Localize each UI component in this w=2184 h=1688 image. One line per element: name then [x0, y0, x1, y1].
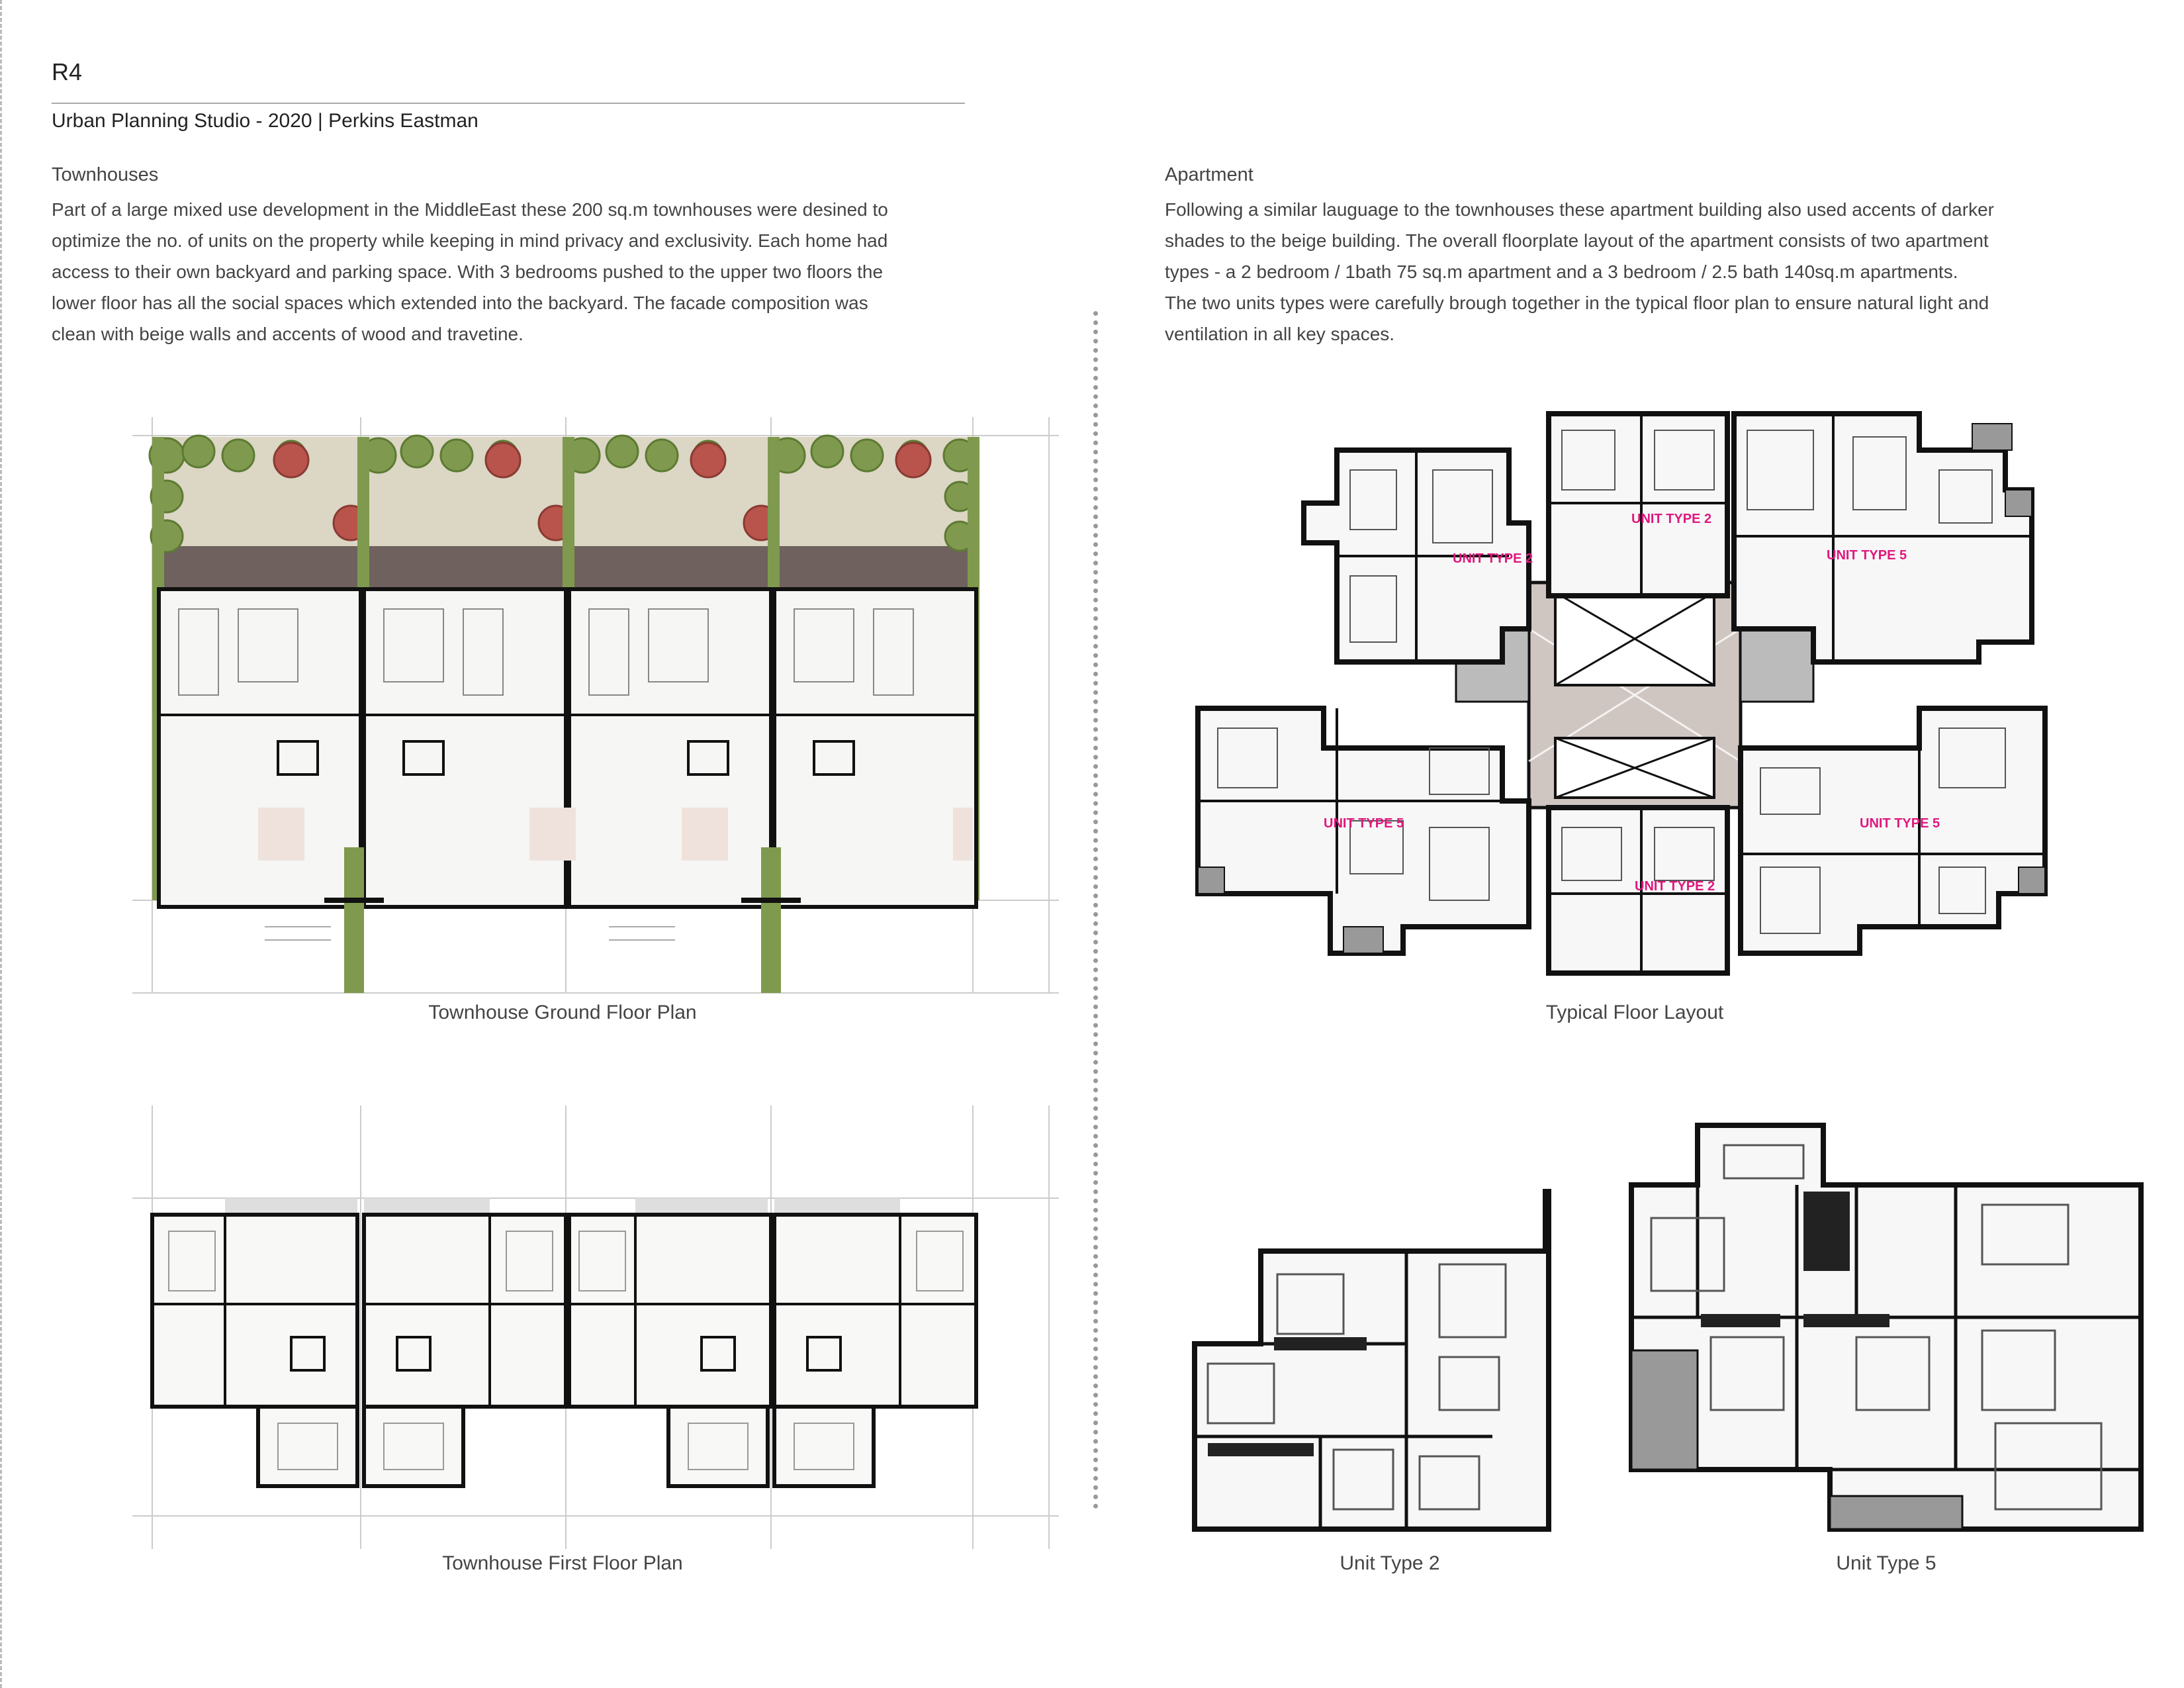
caption-unit-type-5: Unit Type 5: [1836, 1552, 1936, 1574]
apartment-line: ventilation in all key spaces.: [1165, 324, 1395, 344]
townhouses-line: optimize the no. of units on the property while keeping in mind privacy and exclusivity. Each home had: [52, 230, 888, 251]
unit-type-2-plan: [1188, 1178, 1559, 1536]
apartment-line: Following a similar lauguage to the townhouses these apartment building also used accents of darker: [1165, 199, 1994, 220]
apartment-heading: Apartment: [1165, 164, 1253, 185]
page-subtitle: Urban Planning Studio - 2020 | Perkins Eastman: [52, 110, 478, 132]
apartment-line: types - a 2 bedroom / 1bath 75 sq.m apartment and a 3 bedroom / 2.5 bath 140sq.m apartments.: [1165, 261, 1958, 282]
page-label: R4: [52, 58, 83, 85]
caption-typical-floor: Typical Floor Layout: [1545, 1002, 1724, 1023]
townhouses-heading: Townhouses: [52, 164, 159, 185]
apartment-description: [1165, 194, 2105, 350]
label-unit-type-2-s: UNIT TYPE 2: [1635, 879, 1715, 894]
page-edge-marks: [0, 0, 6, 1688]
label-unit-type-2-nw: UNIT TYPE 2: [1453, 551, 1533, 566]
caption-first-floor: Townhouse First Floor Plan: [442, 1552, 683, 1574]
label-unit-type-5-sw: UNIT TYPE 5: [1324, 816, 1404, 831]
apartment-line: shades to the beige building. The overall floorplate layout of the apartment consists of two apartment: [1165, 230, 1989, 251]
column-divider: [1093, 311, 1098, 1509]
townhouses-line: lower floor has all the social spaces which extended into the backyard. The facade composition was: [52, 293, 868, 313]
townhouses-line: Part of a large mixed use development in the MiddleEast these 200 sq.m townhouses were desined to: [52, 199, 888, 220]
label-unit-type-5-se: UNIT TYPE 5: [1860, 816, 1940, 831]
unit-type-5-plan: [1625, 1119, 2154, 1542]
caption-ground-floor: Townhouse Ground Floor Plan: [428, 1002, 697, 1023]
townhouse-ground-floor-plan: [132, 410, 1059, 1006]
apartment-line: The two units types were carefully brough together in the typical floor plan to ensure natural light and: [1165, 293, 1989, 313]
label-unit-type-2-n: UNIT TYPE 2: [1631, 512, 1712, 526]
townhouses-line: access to their own backyard and parking space. With 3 bedrooms pushed to the upper two floors the: [52, 261, 884, 282]
caption-unit-type-2: Unit Type 2: [1340, 1552, 1440, 1574]
header-rule: [52, 103, 965, 104]
townhouse-first-floor-plan: [132, 1099, 1059, 1549]
townhouses-line: clean with beige walls and accents of wood and travetine.: [52, 324, 523, 344]
typical-floor-layout-plan: [1191, 404, 2071, 980]
townhouses-description: [52, 194, 991, 350]
label-unit-type-5-ne: UNIT TYPE 5: [1827, 548, 1907, 563]
